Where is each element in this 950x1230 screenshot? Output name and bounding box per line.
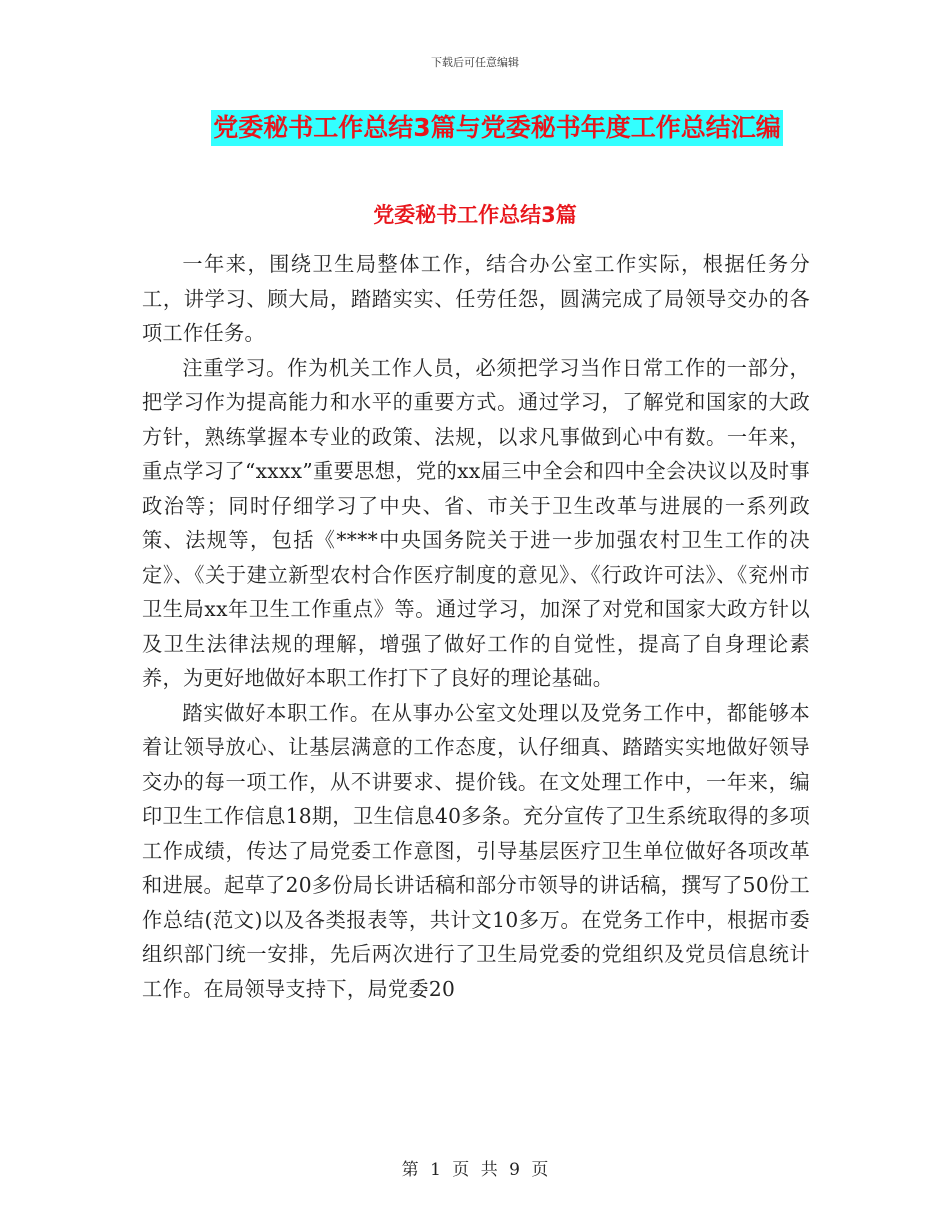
page-header-note: 下载后可任意编辑: [431, 56, 519, 69]
paragraph-study: 注重学习。作为机关工作人员，必须把学习当作日常工作的一部分，把学习作为提高能力和水平的重要方式。通过学习，了解党和国家的大政方针，熟练掌握本专业的政策、法规，以求凡事做到心中有数。一年来，重点学习了“xxxx”重要思想，党的xx届三中全会和四中全会决议以及时事政治等；同时仔细学习了中央、省、市关于卫生改革与进展的一系列政策、法规等，包括《****中央国务院关于进一步加强农村卫生工作的决定》、《关于建立新型农村合作医疗制度的意见》、《行政许可法》、《兖州市卫生局xx年卫生工作重点》等。通过学习，加深了对党和国家大政方针以及卫生法律法规的理解，增强了做好工作的自觉性，提高了自身理论素养，为更好地做好本职工作打下了良好的理论基础。: [142, 355, 810, 690]
document-main-title: 党委秘书工作总结3篇与党委秘书年度工作总结汇编: [211, 110, 782, 146]
section-title: 党委秘书工作总结3篇: [373, 203, 577, 227]
paragraph-duties: 踏实做好本职工作。在从事办公室文处理以及党务工作中，都能够本着让领导放心、让基层满意的工作态度，认仔细真、踏踏实实地做好领导交办的每一项工作，从不讲要求、提价钱。在文处理工作中，一年来，编印卫生工作信息18期，卫生信息40多条。充分宣传了卫生系统取得的多项工作成绩，传达了局党委工作意图，引导基层医疗卫生单位做好各项改革和进展。起草了20多份局长讲话稿和部分市领导的讲话稿，撰写了50份工作总结(范文)以及各类报表等，共计文10多万。在党务工作中，根据市委组织部门统一安排，先后两次进行了卫生局党委的党组织及党员信息统计工作。在局领导支持下，局党委20: [142, 700, 810, 1001]
page-number-footer: 第 1 页 共 9 页: [401, 1160, 549, 1180]
main-title-container: [0, 110, 950, 146]
paragraph-intro: 一年来，围绕卫生局整体工作，结合办公室工作实际，根据任务分工，讲学习、顾大局，踏踏实实、任劳任怨，圆满完成了局领导交办的各项工作任务。: [142, 252, 810, 345]
document-body: [142, 247, 810, 1006]
